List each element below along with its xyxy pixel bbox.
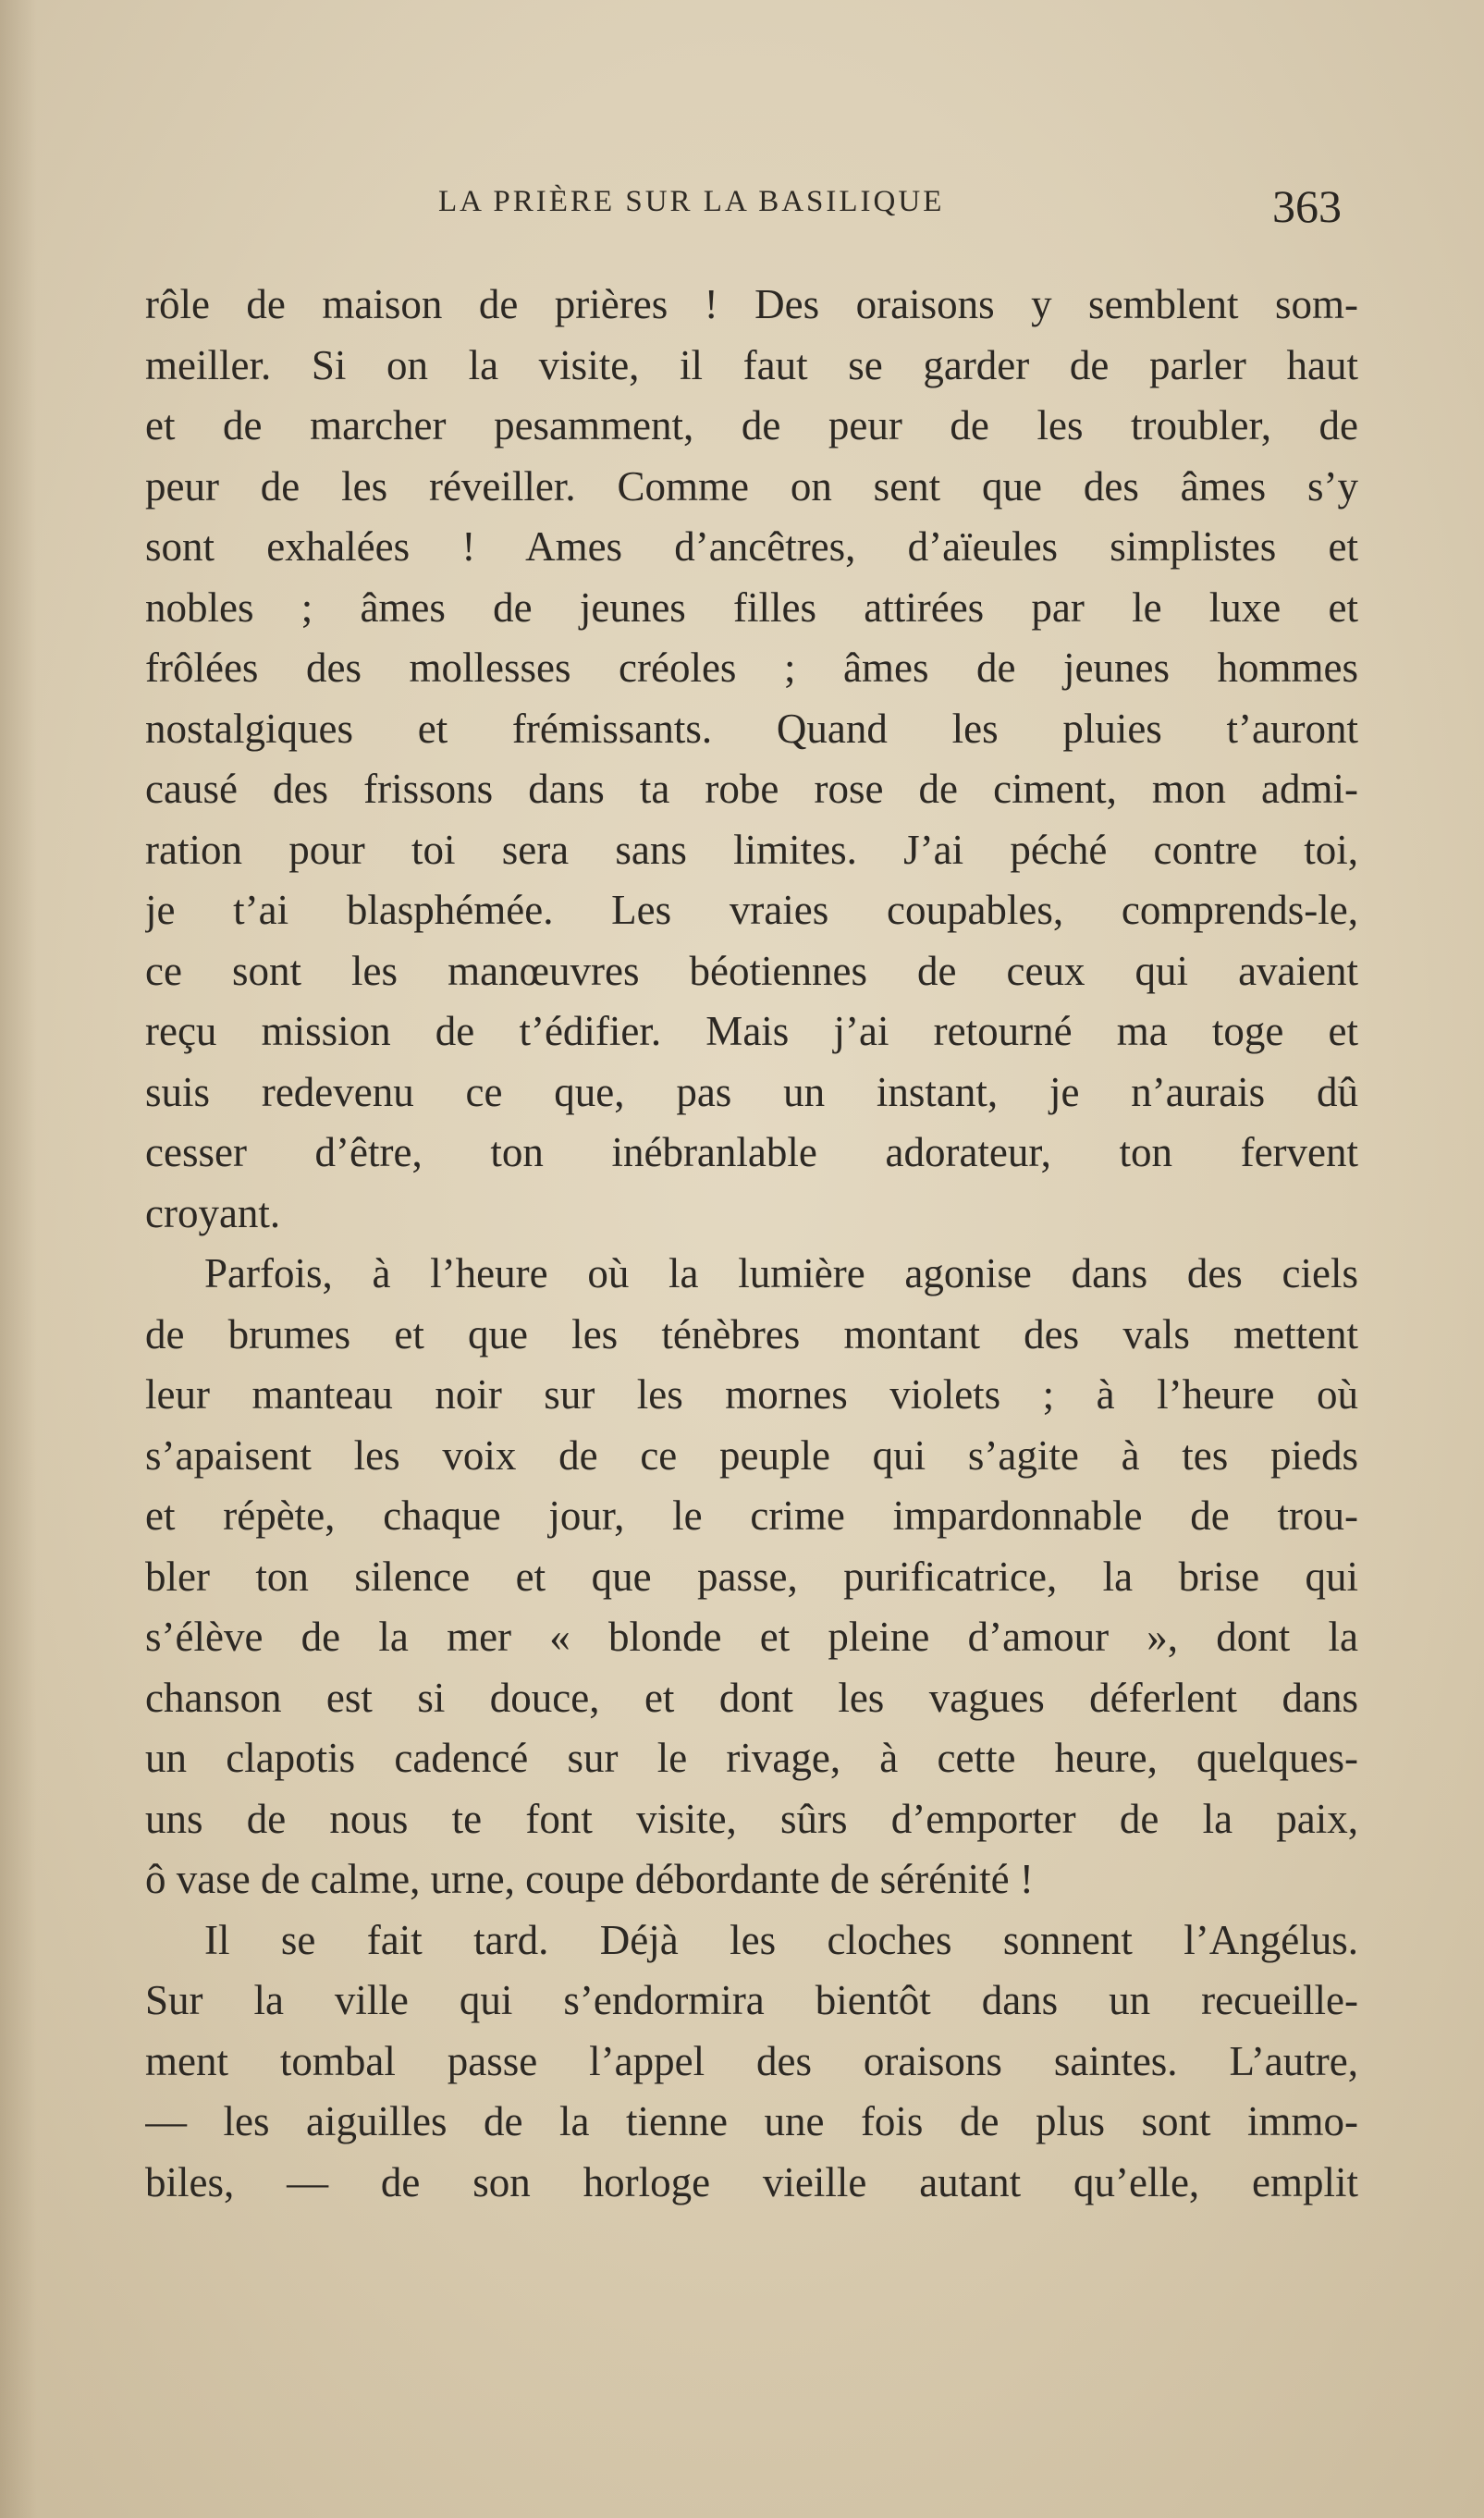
text-line: un clapotis cadencé sur le rivage, à cette heure, quelques- [145, 1735, 1358, 1781]
text-line: peur de les réveiller. Comme on sent que des âmes s’y [145, 462, 1358, 510]
text-line: ration pour toi sera sans limites. J’ai péché contre toi, [145, 826, 1358, 873]
text-line: uns de nous te font visite, sûrs d’emporter de la paix, [145, 1795, 1358, 1842]
text-line: s’élève de la mer « blonde et pleine d’amour », dont la [145, 1614, 1358, 1660]
text-line: bler ton silence et que passe, purificatrice, la brise qui [145, 1553, 1358, 1600]
text-line: suis redevenu ce que, pas un instant, je n’aurais dû [145, 1068, 1358, 1115]
text-line: Sur la ville qui s’endormira bientôt dans un recueille- [145, 1977, 1358, 2023]
body-text [145, 275, 1358, 2213]
page-number: 363 [1272, 180, 1342, 232]
text-line: nobles ; âmes de jeunes filles attirées par le luxe et [145, 583, 1358, 631]
text-line: leur manteau noir sur les mornes violets ; à l’heure où [145, 1371, 1358, 1418]
text-line: ce sont les manœuvres béotiennes de ceux qui avaient [145, 947, 1358, 994]
text-line: Il se fait tard. Déjà les cloches sonnent l’Angélus. [204, 1916, 1358, 1963]
text-line: et de marcher pesamment, de peur de les troubler, de [145, 402, 1358, 448]
text-line: meiller. Si on la visite, il faut se garder de parler haut [145, 341, 1358, 388]
text-line: Parfois, à l’heure où la lumière agonise dans des ciels [204, 1250, 1358, 1296]
text-line: biles, — de son horloge vieille autant qu’elle, emplit [145, 2158, 1358, 2205]
text-line: ment tombal passe l’appel des oraisons saintes. L’autre, [145, 2037, 1358, 2084]
text-line: nostalgiques et frémissants. Quand les pluies t’auront [145, 705, 1358, 752]
running-title: LA PRIÈRE SUR LA BASILIQUE [438, 185, 945, 218]
text-line: causé des frissons dans ta robe rose de ciment, mon admi- [145, 766, 1358, 812]
text-line: s’apaisent les voix de ce peuple qui s’agite à tes pieds [145, 1431, 1358, 1479]
text-line: de brumes et que les ténèbres montant des vals mettent [145, 1310, 1358, 1357]
page-edge-shadow [0, 0, 37, 2518]
text-line: — les aiguilles de la tienne une fois de plus sont immo- [145, 2098, 1358, 2144]
text-line: sont exhalées ! Ames d’ancêtres, d’aïeules simplistes et [145, 523, 1358, 570]
text-line: croyant. [145, 1189, 281, 1236]
text-line: frôlées des mollesses créoles ; âmes de jeunes hommes [145, 645, 1358, 691]
text-line: chanson est si douce, et dont les vagues déferlent dans [145, 1674, 1358, 1721]
text-line: et répète, chaque jour, le crime impardonnable de trou- [145, 1492, 1358, 1539]
text-line: cesser d’être, ton inébranlable adorateur, ton fervent [145, 1129, 1358, 1175]
text-line: rôle de maison de prières ! Des oraisons y semblent som- [145, 281, 1358, 327]
text-line: reçu mission de t’édifier. Mais j’ai retourné ma toge et [145, 1008, 1358, 1054]
text-line: ô vase de calme, urne, coupe débordante de sérénité ! [145, 1856, 1034, 1902]
text-line: je t’ai blasphémée. Les vraies coupables, comprends-le, [145, 887, 1358, 933]
